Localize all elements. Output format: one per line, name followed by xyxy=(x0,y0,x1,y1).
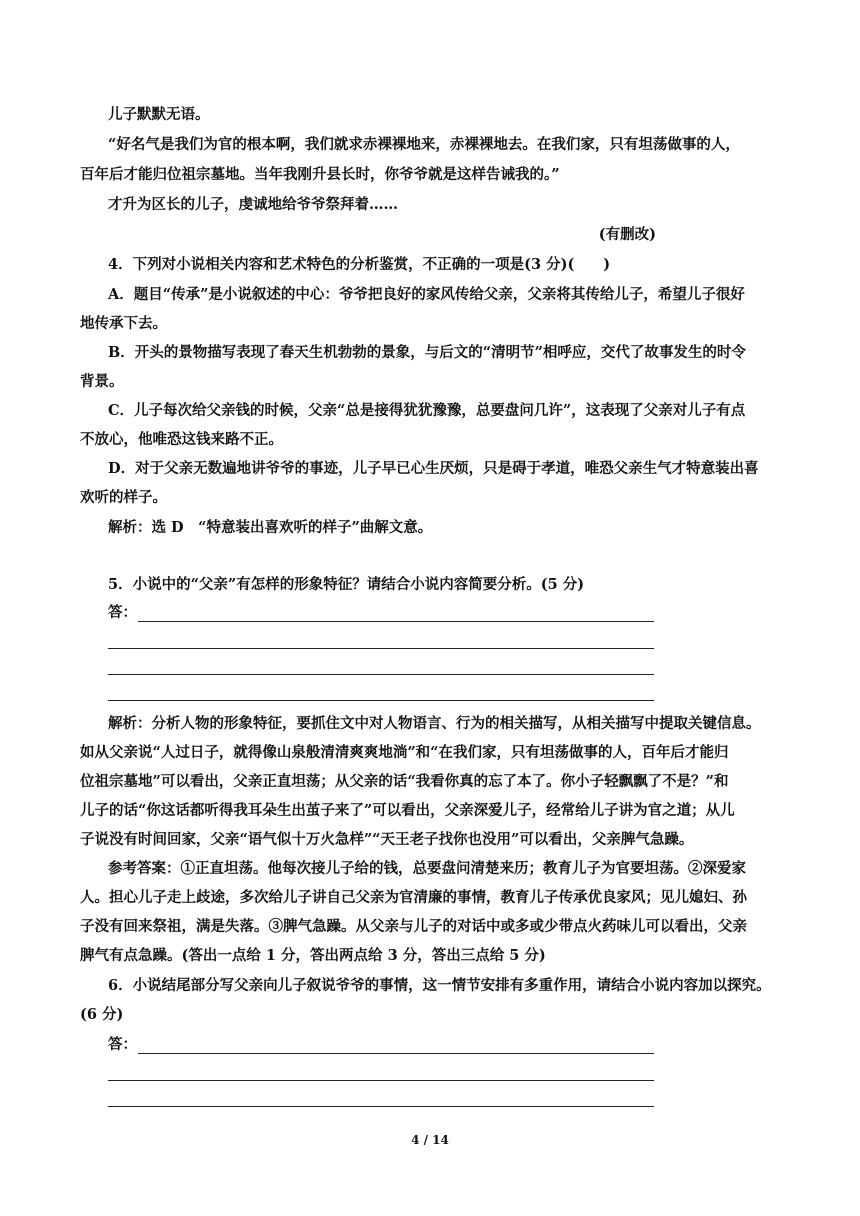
reference-line: 子没有回来祭祖，满是失落。③脾气急躁。从父亲与儿子的对话中或多或少带点火药味儿可以看出，父亲 xyxy=(80,918,747,935)
option-d-cont: 欢听的样子。 xyxy=(80,489,167,506)
story-line: “好名气是我们为官的根本啊，我们就求赤裸裸地来，赤裸裸地去。在我们家，只有坦荡做事的人， xyxy=(108,136,740,153)
story-line: 百年后才能归位祖宗墓地。当年我刚升县长时，你爷爷就是这样告诫我的。” xyxy=(80,166,560,183)
analysis-text: 分析人物的形象特征，要抓住文中对人物语言、行为的相关描写，从相关描写中提取关键信息。 xyxy=(151,715,761,732)
question-4-analysis xyxy=(108,519,808,537)
page-number: 4 / 14 xyxy=(411,1133,449,1147)
reference-line: 脾气有点急躁。(答出一点给 1 分，答出两点给 3 分，答出三点给 5 分) xyxy=(80,947,546,964)
answer-line[interactable] xyxy=(108,1106,654,1107)
answer-line[interactable] xyxy=(138,1053,654,1054)
option-a-cont: 地传承下去。 xyxy=(80,315,167,332)
option-b-cont: 背景。 xyxy=(80,373,124,390)
option-c-cont: 不放心，他唯恐这钱来路不正。 xyxy=(80,431,283,448)
answer-line[interactable] xyxy=(108,648,654,649)
reference-answer xyxy=(108,860,808,878)
reference-line: 人。担心儿子走上歧途，多次给儿子讲自己父亲为官清廉的事情，教育儿子传承优良家风；见儿媳妇、孙 xyxy=(80,889,747,906)
question-5-stem: 5．小说中的“父亲”有怎样的形象特征？请结合小说内容简要分析。(5 分) xyxy=(108,576,585,593)
question-4-stem: 4．下列对小说相关内容和艺术特色的分析鉴赏，不正确的一项是(3 分)( ) xyxy=(108,256,611,273)
reference-label: 参考答案： xyxy=(108,860,181,877)
question-5-analysis xyxy=(108,715,808,733)
analysis-line: 子说没有时间回家，父亲“语气似十万火急样”“天王老子找你也没用”可以看出，父亲脾气急躁。 xyxy=(80,831,694,848)
analysis-line: 儿子的话“你这话都听得我耳朵生出茧子来了”可以看出，父亲深爱儿子，经常给儿子讲为官之道；从儿 xyxy=(80,802,735,819)
option-a: A．题目“传承”是小说叙述的中心：爷爷把良好的家风传给父亲，父亲将其传给儿子，希望儿子很好 xyxy=(108,286,745,303)
question-6-stem: 6．小说结尾部分写父亲向儿子叙说爷爷的事情，这一情节安排有多重作用，请结合小说内容加以探究。 xyxy=(108,977,771,994)
analysis-line: 如从父亲说“人过日子，就得像山泉般清清爽爽地淌”和“在我们家，只有坦荡做事的人，百年后才能归 xyxy=(80,744,729,761)
answer-line[interactable] xyxy=(138,621,654,622)
answer-line[interactable] xyxy=(108,674,654,675)
story-line: 才升为区长的儿子，虔诚地给爷爷祭拜着…… xyxy=(108,196,398,213)
story-line: 儿子默默无语。 xyxy=(108,106,210,123)
answer-line[interactable] xyxy=(108,700,654,701)
analysis-label: 解析： xyxy=(108,715,152,732)
analysis-label: 解析： xyxy=(108,519,152,536)
analysis-line: 位祖宗墓地”可以看出，父亲正直坦荡；从父亲的话“我看你真的忘了本了。你小子轻飘飘了不是？”和 xyxy=(80,773,729,790)
answer-label: 答： xyxy=(108,1036,137,1053)
question-6-stem-cont: (6 分) xyxy=(80,1006,124,1023)
source-note: (有删改) xyxy=(598,226,656,243)
answer-label: 答： xyxy=(108,604,137,621)
option-b: B．开头的景物描写表现了春天生机勃勃的景象，与后文的“清明节”相呼应，交代了故事发生的时令 xyxy=(108,344,746,361)
answer-line[interactable] xyxy=(108,1080,654,1081)
reference-text: ①正直坦荡。他每次接儿子给的钱，总要盘问清楚来历；教育儿子为官要坦荡。②深爱家 xyxy=(180,860,746,877)
option-d: D．对于父亲无数遍地讲爷爷的事迹，儿子早已心生厌烦，只是碍于孝道，唯恐父亲生气才特意装出喜 xyxy=(108,460,759,477)
analysis-text: 选 D “特意装出喜欢听的样子”曲解文意。 xyxy=(151,519,433,536)
option-c: C．儿子每次给父亲钱的时候，父亲“总是接得犹犹豫豫，总要盘问几许”，这表现了父亲对儿子有点 xyxy=(108,402,746,419)
